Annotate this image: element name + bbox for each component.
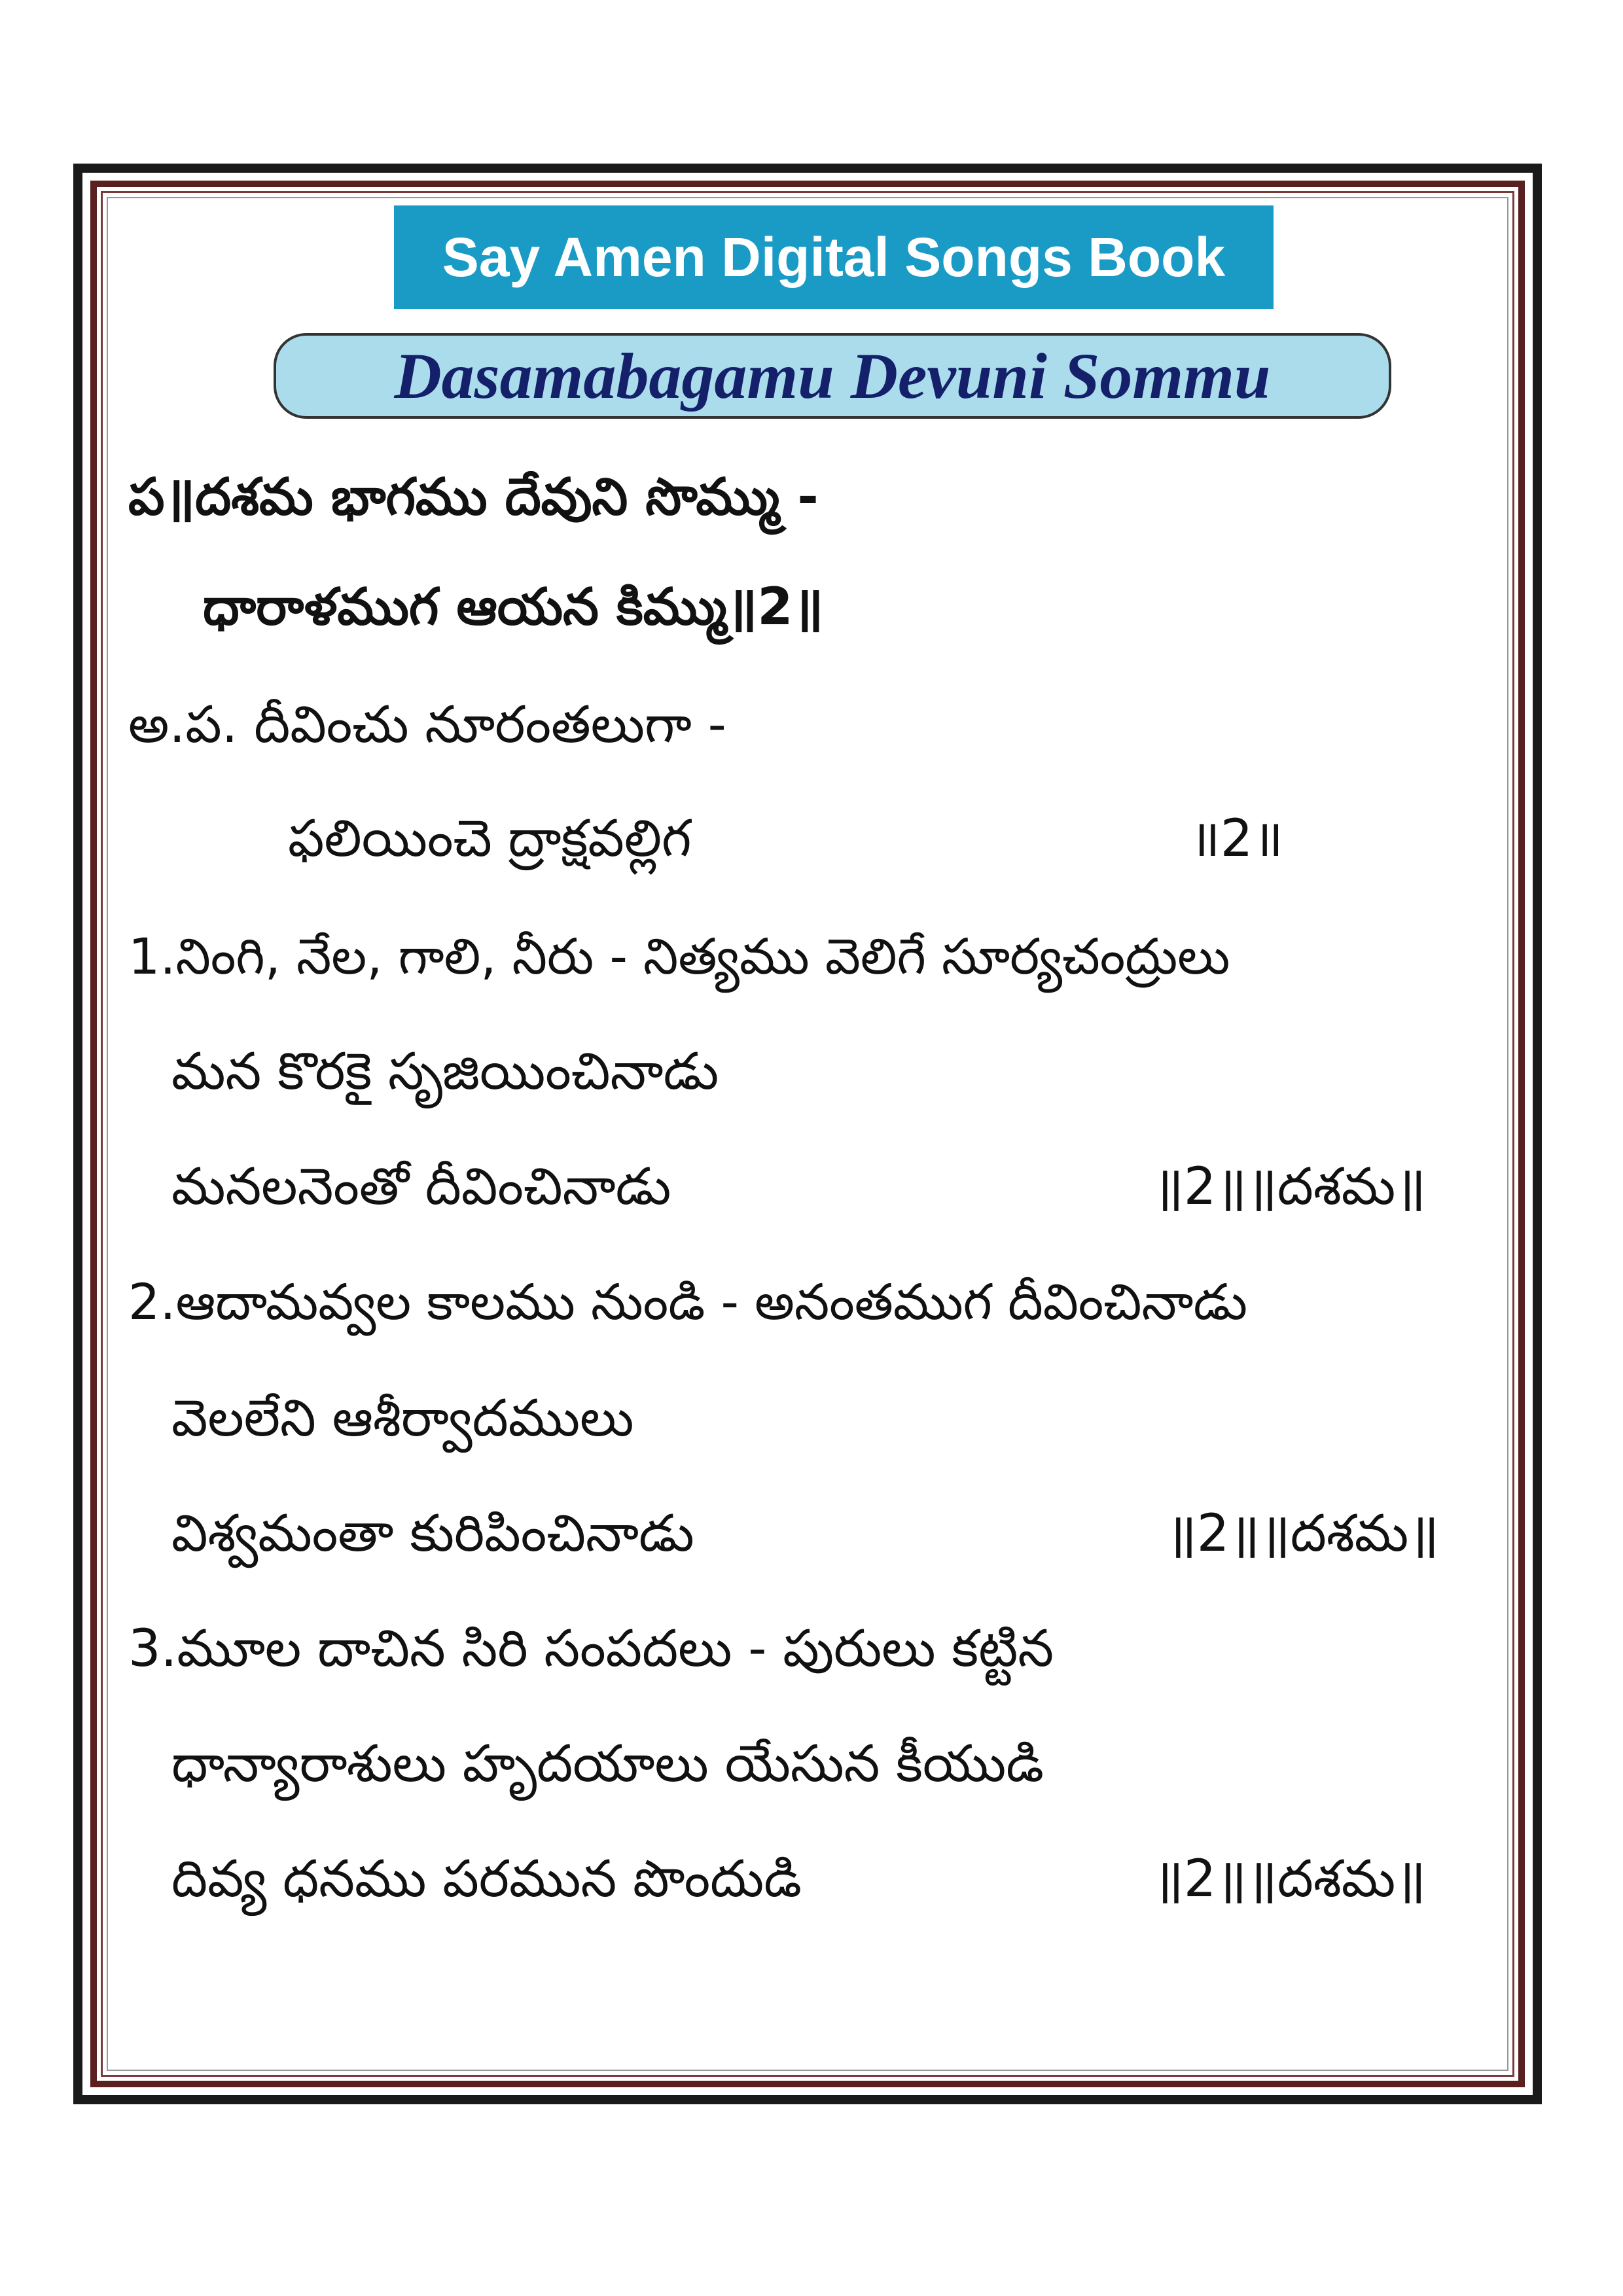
verse-3-refrain: ॥2॥॥దశమ॥ bbox=[1153, 1850, 1427, 1909]
verse-2-refrain: ॥2॥॥దశమ॥ bbox=[1166, 1504, 1440, 1563]
song-title: Dasamabagamu Devuni Sommu bbox=[274, 333, 1391, 419]
verse-1-refrain: ॥2॥॥దశమ॥ bbox=[1153, 1157, 1427, 1216]
verse-1-line-3: మనలనెంతో దీవించినాడు bbox=[171, 1157, 671, 1216]
anupallavi-repeat: ॥2॥ bbox=[1190, 809, 1284, 868]
anupallavi-line-2: ఫలియించె ద్రాక్షవల్లిగ bbox=[288, 809, 692, 868]
verse-2-line-2: వెలలేని ఆశీర్వాదములు bbox=[171, 1389, 634, 1448]
verse-2-line-1: 2.ఆదామవ్వల కాలము నుండి - అనంతముగ దీవించినాడు bbox=[128, 1273, 1248, 1331]
verse-3-line-2: ధాన్యారాశులు హృదయాలు యేసున కీయుడి bbox=[171, 1735, 1044, 1793]
verse-3-line-3: దివ్య ధనము పరమున పొందుడి bbox=[171, 1850, 802, 1909]
verse-3-line-1: 3.మూల దాచిన సిరి సంపదలు - పురులు కట్టిన bbox=[128, 1619, 1054, 1678]
pallavi-line-2: ధారాళముగ ఆయన కిమ్ము॥2॥ bbox=[203, 578, 824, 637]
verse-2-line-3: విశ్వమంతా కురిపించినాడు bbox=[171, 1504, 694, 1563]
verse-1-line-1: 1.నింగి, నేల, గాలి, నీరు - నిత్యము వెలిగే సూర్యచంద్రులు bbox=[128, 927, 1230, 985]
pallavi-line-1: ప॥దశమ భాగము దేవుని సొమ్ము - bbox=[128, 468, 819, 527]
brand-banner: Say Amen Digital Songs Book bbox=[394, 205, 1274, 309]
anupallavi-line-1: అ.ప. దీవించు నూరంతలుగా - bbox=[128, 696, 726, 754]
verse-1-line-2: మన కొరకై సృజియించినాడు bbox=[171, 1042, 719, 1101]
